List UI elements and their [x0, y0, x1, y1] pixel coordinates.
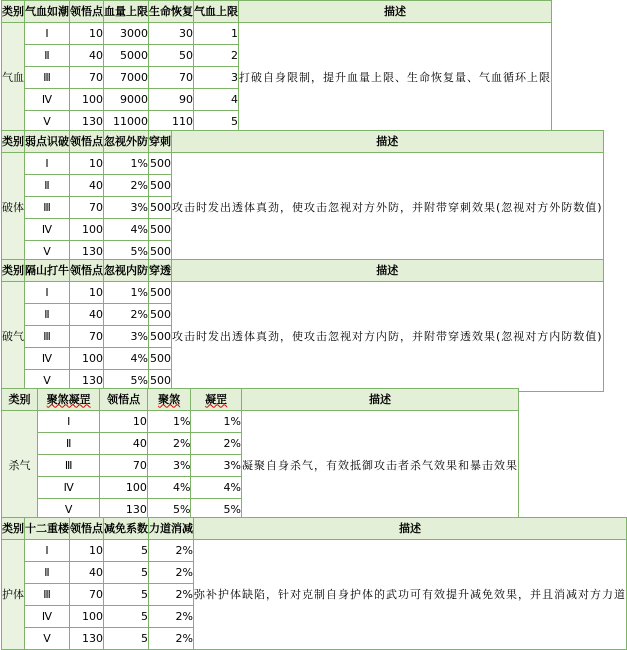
points-cell: 10	[70, 153, 104, 175]
points-cell: 130	[70, 111, 104, 133]
stat2-cell: 90	[149, 89, 194, 111]
stat2-cell: 2%	[149, 540, 194, 562]
level-cell: Ⅱ	[25, 562, 70, 584]
skill-table-shaqi	[1, 388, 519, 521]
description-cell: 凝聚自身杀气，有效抵御攻击者杀气效果和暴击效果	[241, 411, 518, 521]
stat3-cell: 1	[194, 23, 239, 45]
level-cell: Ⅴ	[25, 628, 70, 650]
level-cell: Ⅰ	[25, 153, 70, 175]
stat2-cell: 500	[149, 370, 172, 392]
header-category: 类别	[2, 518, 25, 540]
stat2-cell: 5%	[191, 499, 242, 521]
table-row	[2, 282, 604, 304]
points-cell: 70	[70, 584, 104, 606]
stat1-cell: 5%	[104, 241, 149, 263]
level-cell: Ⅴ	[25, 241, 70, 263]
header-points: 领悟点	[100, 389, 148, 411]
table-header-row	[2, 131, 604, 153]
level-cell: Ⅴ	[38, 499, 100, 521]
points-cell: 10	[70, 282, 104, 304]
skill-table-huti	[1, 517, 627, 650]
header-category: 类别	[2, 131, 25, 153]
table-header-row	[2, 389, 519, 411]
stat1-cell: 1%	[104, 282, 149, 304]
level-cell: Ⅲ	[25, 584, 70, 606]
level-cell: Ⅲ	[25, 67, 70, 89]
points-cell: 40	[100, 433, 148, 455]
skill-table-poti	[1, 130, 604, 263]
stat1-cell: 9000	[104, 89, 149, 111]
stat1-cell: 2%	[104, 304, 149, 326]
category-cell: 护体	[2, 540, 25, 650]
stat1-cell: 5%	[104, 370, 149, 392]
stat1-cell: 5	[104, 628, 149, 650]
stat1-cell: 1%	[147, 411, 191, 433]
stat2-cell: 500	[149, 153, 172, 175]
description-cell: 打破自身限制，提升血量上限、生命恢复量、气血循环上限	[239, 23, 552, 133]
stat2-cell: 500	[149, 241, 172, 263]
header-description: 描述	[172, 131, 604, 153]
points-cell: 70	[70, 197, 104, 219]
stat2-cell: 70	[149, 67, 194, 89]
header-description: 描述	[241, 389, 518, 411]
level-cell: Ⅰ	[25, 540, 70, 562]
points-cell: 40	[70, 304, 104, 326]
level-cell: Ⅳ	[25, 219, 70, 241]
header-category: 类别	[2, 389, 38, 411]
table-row	[2, 23, 552, 45]
stat2-cell: 500	[149, 348, 172, 370]
stat2-cell: 500	[149, 219, 172, 241]
stat1-cell: 3%	[104, 197, 149, 219]
header-skill: 隔山打牛	[25, 260, 70, 282]
stat1-cell: 3000	[104, 23, 149, 45]
points-cell: 70	[70, 326, 104, 348]
level-cell: Ⅳ	[25, 348, 70, 370]
level-cell: Ⅱ	[25, 45, 70, 67]
level-cell: Ⅴ	[25, 370, 70, 392]
header-stat1: 忽视外防	[104, 131, 149, 153]
stat1-cell: 5	[104, 606, 149, 628]
stat2-cell: 4%	[191, 477, 242, 499]
points-cell: 10	[100, 411, 148, 433]
table-header-row	[2, 260, 604, 282]
skill-table-poqi	[1, 259, 604, 392]
points-cell: 130	[70, 370, 104, 392]
header-stat2	[191, 389, 242, 411]
stat2-cell: 50	[149, 45, 194, 67]
header-skill	[38, 389, 100, 411]
header-skill: 弱点识破	[25, 131, 70, 153]
stat1-cell: 5%	[147, 499, 191, 521]
header-stat1: 忽视内防	[104, 260, 149, 282]
header-points: 领悟点	[70, 131, 104, 153]
level-cell: Ⅱ	[25, 175, 70, 197]
stat1-cell: 7000	[104, 67, 149, 89]
stat1-cell: 1%	[104, 153, 149, 175]
header-stat1	[147, 389, 191, 411]
stat1-cell: 2%	[104, 175, 149, 197]
stat2-cell: 500	[149, 282, 172, 304]
header-stat3: 气血上限	[194, 1, 239, 23]
stat3-cell: 3	[194, 67, 239, 89]
table-row	[2, 411, 519, 433]
header-skill-text: 聚煞凝罡	[46, 392, 91, 406]
stat2-cell: 500	[149, 175, 172, 197]
header-stat2: 力道消减	[149, 518, 194, 540]
header-stat2: 生命恢复	[149, 1, 194, 23]
stat1-cell: 5	[104, 562, 149, 584]
stat1-cell: 5	[104, 584, 149, 606]
table-row	[2, 540, 627, 562]
level-cell: Ⅳ	[38, 477, 100, 499]
points-cell: 40	[70, 562, 104, 584]
header-description: 描述	[172, 260, 604, 282]
points-cell: 10	[70, 540, 104, 562]
level-cell: Ⅱ	[25, 304, 70, 326]
category-cell: 杀气	[2, 411, 38, 521]
stat3-cell: 4	[194, 89, 239, 111]
stat2-cell: 1%	[191, 411, 242, 433]
header-stat1-text: 聚煞	[158, 392, 181, 406]
level-cell: Ⅴ	[25, 111, 70, 133]
header-stat2-text: 凝罡	[205, 392, 228, 406]
points-cell: 100	[70, 89, 104, 111]
stat1-cell: 4%	[104, 348, 149, 370]
stat2-cell: 2%	[149, 628, 194, 650]
category-cell: 气血	[2, 23, 25, 133]
header-description: 描述	[239, 1, 552, 23]
points-cell: 100	[100, 477, 148, 499]
stat2-cell: 2%	[191, 433, 242, 455]
points-cell: 70	[100, 455, 148, 477]
stat2-cell: 500	[149, 326, 172, 348]
table-row	[2, 153, 604, 175]
points-cell: 100	[70, 219, 104, 241]
points-cell: 40	[70, 45, 104, 67]
level-cell: Ⅳ	[25, 606, 70, 628]
stat1-cell: 5	[104, 540, 149, 562]
header-points: 领悟点	[70, 1, 104, 23]
header-description: 描述	[194, 518, 627, 540]
stat2-cell: 110	[149, 111, 194, 133]
points-cell: 100	[70, 606, 104, 628]
points-cell: 130	[100, 499, 148, 521]
stat2-cell: 2%	[149, 584, 194, 606]
points-cell: 100	[70, 348, 104, 370]
stat2-cell: 2%	[149, 606, 194, 628]
header-points: 领悟点	[70, 260, 104, 282]
points-cell: 130	[70, 628, 104, 650]
category-cell: 破体	[2, 153, 25, 263]
level-cell: Ⅰ	[25, 23, 70, 45]
table-header-row	[2, 518, 627, 540]
points-cell: 10	[70, 23, 104, 45]
header-stat2: 穿透	[149, 260, 172, 282]
header-stat2: 穿刺	[149, 131, 172, 153]
stat1-cell: 4%	[147, 477, 191, 499]
level-cell: Ⅱ	[38, 433, 100, 455]
skill-table-qixue	[1, 0, 552, 133]
description-cell: 攻击时发出透体真劲，使攻击忽视对方外防，并附带穿刺效果(忽视对方外防数值)	[172, 153, 604, 263]
stat2-cell: 500	[149, 304, 172, 326]
points-cell: 40	[70, 175, 104, 197]
header-stat1: 血量上限	[104, 1, 149, 23]
level-cell: Ⅰ	[38, 411, 100, 433]
stat1-cell: 5000	[104, 45, 149, 67]
stat1-cell: 11000	[104, 111, 149, 133]
stat2-cell: 500	[149, 197, 172, 219]
level-cell: Ⅰ	[25, 282, 70, 304]
header-skill: 十二重楼	[25, 518, 70, 540]
level-cell: Ⅲ	[25, 197, 70, 219]
header-skill: 气血如潮	[25, 1, 70, 23]
header-points: 领悟点	[70, 518, 104, 540]
header-stat1: 减免系数	[104, 518, 149, 540]
stat1-cell: 3%	[104, 326, 149, 348]
description-cell: 攻击时发出透体真劲，使攻击忽视对方内防，并附带穿透效果(忽视对方内防数值)	[172, 282, 604, 392]
stat1-cell: 4%	[104, 219, 149, 241]
level-cell: Ⅳ	[25, 89, 70, 111]
stat2-cell: 2%	[149, 562, 194, 584]
stat3-cell: 2	[194, 45, 239, 67]
stat2-cell: 3%	[191, 455, 242, 477]
level-cell: Ⅲ	[25, 326, 70, 348]
stat1-cell: 3%	[147, 455, 191, 477]
points-cell: 130	[70, 241, 104, 263]
category-cell: 破气	[2, 282, 25, 392]
stat3-cell: 5	[194, 111, 239, 133]
stat2-cell: 30	[149, 23, 194, 45]
points-cell: 70	[70, 67, 104, 89]
stat1-cell: 2%	[147, 433, 191, 455]
description-cell: 弥补护体缺陷，针对克制自身护体的武功可有效提升减免效果，并且消减对方力道	[194, 540, 627, 650]
table-header-row	[2, 1, 552, 23]
level-cell: Ⅲ	[38, 455, 100, 477]
header-category: 类别	[2, 1, 25, 23]
header-category: 类别	[2, 260, 25, 282]
